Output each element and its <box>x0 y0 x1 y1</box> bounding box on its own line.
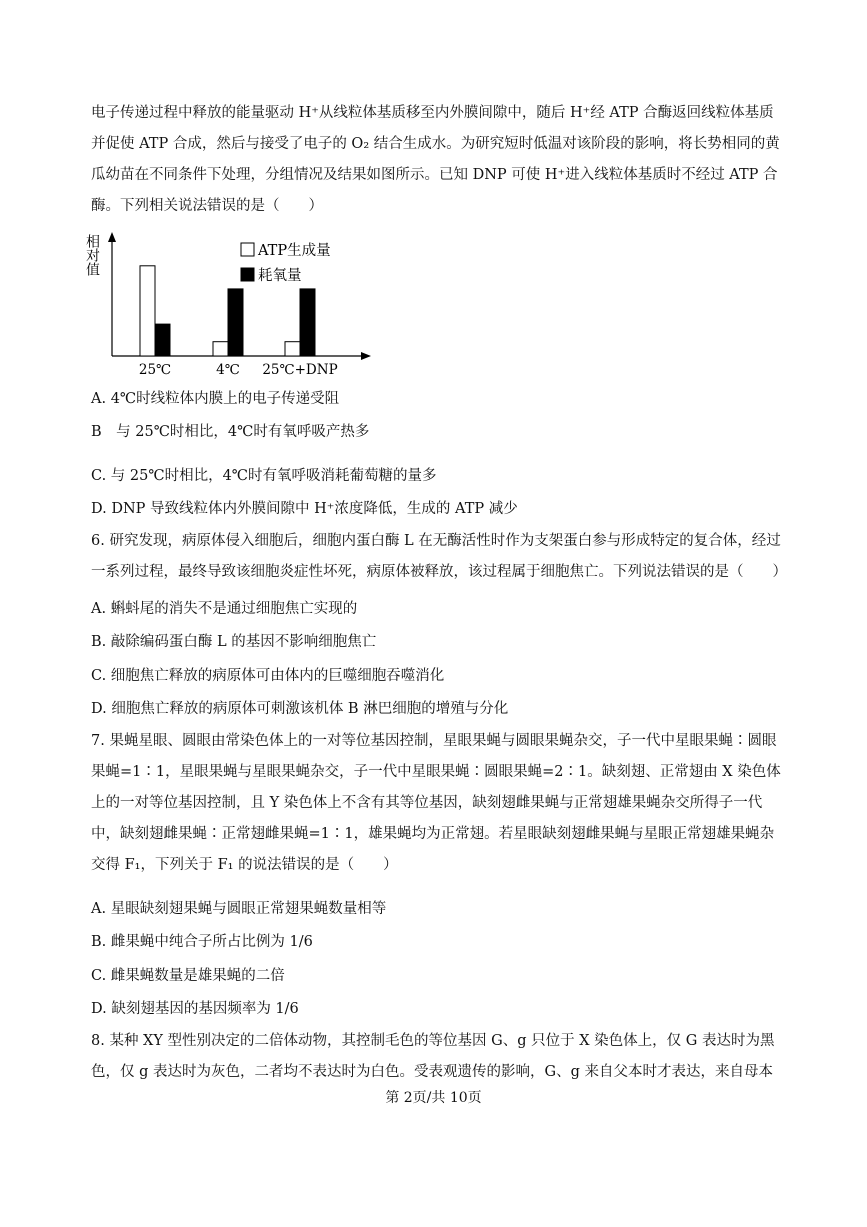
bar-oxygen-0 <box>155 324 170 356</box>
q5-option-a: A. 4℃时线粒体内膜上的电子传递受阻 <box>91 391 340 407</box>
q5-option-d: D. DNP 导致线粒体内外膜间隙中 H⁺浓度降低，生成的 ATP 减少 <box>91 501 518 517</box>
q6-option-b: B. 敲除编码蛋白酶 L 的基因不影响细胞焦亡 <box>91 634 377 650</box>
bar-atp-2 <box>285 342 300 356</box>
q7-option-b: B. 雌果蝇中纯合子所占比例为 1/6 <box>91 934 313 950</box>
question-5-stem: 电子传递过程中释放的能量驱动 H⁺从线粒体基质移至内外膜间隙中，随后 H⁺经 ATP 合酶返回线粒体基质并促使 ATP 合成，然后与接受了电子的 O₂ 结合生成水。为研究短时低温对该阶段的影响，将长势相同的黄瓜幼苗在不同条件下处理，分组情况及结果如图所示。已知 DNP 可使 H⁺进入线粒体基质时不经过 ATP 合酶。下列相关说法错误的是（ ） <box>91 105 780 214</box>
bar-atp-0 <box>140 266 155 356</box>
category-label-0: 25℃ <box>138 362 172 378</box>
bar-oxygen-1 <box>228 289 243 356</box>
y-axis-arrow <box>108 232 116 242</box>
q7-option-a: A. 星眼缺刻翅果蝇与圆眼正常翅果蝇数量相等 <box>91 901 387 917</box>
legend-label-0: ATP生成量 <box>258 243 331 259</box>
question-7-stem: 7. 果蝇星眼、圆眼由常染色体上的一对等位基因控制，星眼果蝇与圆眼果蝇杂交，子一代中星眼果蝇∶圆眼果蝇=1∶1，星眼果蝇与星眼果蝇杂交，子一代中星眼果蝇∶圆眼果蝇=2∶1。缺刻翅、正常翅由 X 染色体上的一对等位基因控制，且 Y 染色体上不含有其等位基因，缺刻翅雌果蝇与正常翅雄果蝇杂交所得子一代中，缺刻翅雌果蝇∶正常翅雌果蝇=1∶1，雄果蝇均为正常翅。若星眼缺刻翅雌果蝇与星眼正常翅雄果蝇杂交得 F₁，下列关于 F₁ 的说法错误的是（ ） <box>91 733 781 873</box>
legend-swatch-1 <box>241 268 254 281</box>
q5-option-b: B 与 25℃时相比，4℃时有氧呼吸产热多 <box>91 424 370 440</box>
legend-label-1: 耗氧量 <box>258 268 302 284</box>
q6-option-d: D. 细胞焦亡释放的病原体可刺激该机体 B 淋巴细胞的增殖与分化 <box>91 701 509 717</box>
bar-chart <box>84 228 378 378</box>
bar-atp-1 <box>213 342 228 356</box>
q7-option-c: C. 雌果蝇数量是雄果蝇的二倍 <box>91 968 285 984</box>
q6-option-c: C. 细胞焦亡释放的病原体可由体内的巨噬细胞吞噬消化 <box>91 668 445 684</box>
bar-oxygen-2 <box>300 289 315 356</box>
category-label-2: 25℃+DNP <box>262 362 338 378</box>
q6-option-a: A. 蝌蚪尾的消失不是通过细胞焦亡实现的 <box>91 601 358 617</box>
legend-swatch-0 <box>241 243 254 256</box>
q7-option-d: D. 缺刻翅基因的基因频率为 1/6 <box>91 1001 299 1017</box>
question-6-stem: 6. 研究发现，病原体侵入细胞后，细胞内蛋白酶 L 在无酶活性时作为支架蛋白参与形成特定的复合体，经过一系列过程，最终导致该细胞炎症性坏死，病原体被释放，该过程属于细胞焦亡。下列说法错误的是（ ） <box>91 533 787 580</box>
q5-option-c: C. 与 25℃时相比，4℃时有氧呼吸消耗葡萄糖的量多 <box>91 468 437 484</box>
question-8-stem: 8. 某种 XY 型性别决定的二倍体动物，其控制毛色的等位基因 G、g 只位于 X 染色体上，仅 G 表达时为黑色，仅 g 表达时为灰色，二者均不表达时为白色。受表观遗传的影响，G、g 来自父本时才表达，来自母本 <box>91 1033 775 1080</box>
y-axis-label: 相对值 <box>84 234 100 276</box>
category-label-1: 4℃ <box>216 362 240 378</box>
x-axis-arrow <box>361 352 371 360</box>
page-footer: 第 2页/共 10页 <box>385 1090 482 1106</box>
